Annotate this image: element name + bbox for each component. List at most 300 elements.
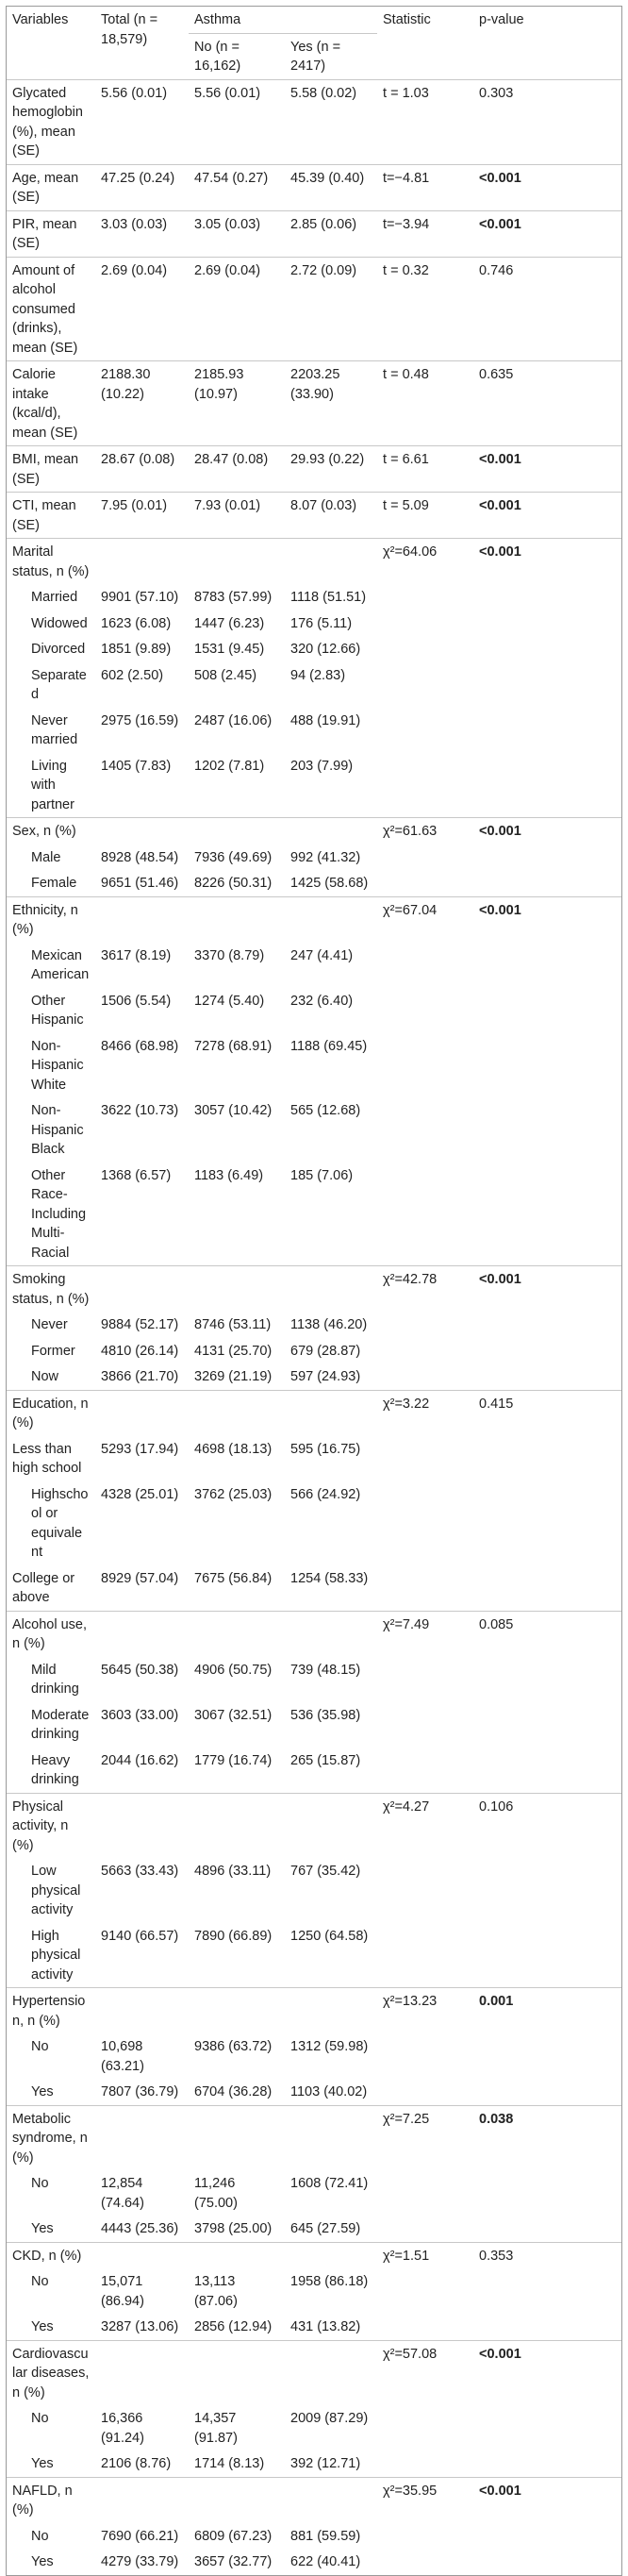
cell-total: 9901 (57.10) bbox=[101, 590, 179, 605]
cell-no: 1779 (16.74) bbox=[194, 1752, 273, 1768]
cell-no: 4131 (25.70) bbox=[194, 1343, 273, 1359]
cell-yes: 488 (19.91) bbox=[290, 712, 361, 728]
row-label: Mild drinking bbox=[31, 1662, 79, 1697]
cell-no: 11,246 (75.00) bbox=[194, 2176, 238, 2211]
row-label: Less than high school bbox=[12, 1441, 82, 1476]
cell-no: 2.69 (0.04) bbox=[189, 257, 285, 361]
cell-no bbox=[189, 539, 285, 585]
cell-yes: 597 (24.93) bbox=[290, 1369, 361, 1384]
significant-pvalue: <0.001 bbox=[479, 2346, 521, 2362]
row-label: Yes bbox=[31, 2221, 54, 2236]
cell-pvalue bbox=[473, 611, 621, 637]
row-label: Divorced bbox=[31, 642, 86, 657]
row-label: PIR, mean (SE) bbox=[7, 210, 95, 257]
cell-statistic bbox=[377, 870, 473, 896]
cell-no: 1447 (6.23) bbox=[194, 615, 265, 631]
cell-pvalue bbox=[473, 2340, 621, 2405]
cell-statistic: χ²=35.95 bbox=[377, 2477, 473, 2523]
cell-statistic bbox=[377, 708, 473, 753]
cell-no bbox=[189, 2340, 285, 2405]
row-label: Metabolic syndrome, n (%) bbox=[7, 2105, 95, 2170]
table-row bbox=[7, 1097, 621, 1163]
cell-pvalue bbox=[473, 1363, 621, 1390]
significant-pvalue: <0.001 bbox=[479, 1272, 521, 1287]
cell-pvalue bbox=[473, 1266, 621, 1313]
cell-total: 7.95 (0.01) bbox=[95, 493, 189, 539]
table-row bbox=[7, 493, 621, 539]
cell-yes: 767 (35.42) bbox=[290, 1864, 361, 1879]
row-label: Moderate drinking bbox=[31, 1707, 90, 1742]
cell-total: 10,698 (63.21) bbox=[101, 2039, 144, 2074]
cell-no: 3.05 (0.03) bbox=[189, 210, 285, 257]
header-asthma: Asthma bbox=[189, 7, 377, 33]
row-label: Widowed bbox=[31, 615, 88, 631]
cell-total bbox=[95, 2477, 189, 2523]
cell-no: 5.56 (0.01) bbox=[189, 79, 285, 164]
cell-total: 1405 (7.83) bbox=[101, 758, 172, 774]
row-label: Marital status, n (%) bbox=[7, 539, 95, 585]
cell-pvalue bbox=[473, 1436, 621, 1481]
cell-yes: 2.72 (0.09) bbox=[285, 257, 377, 361]
header-row bbox=[7, 7, 621, 33]
cell-total: 8466 (68.98) bbox=[101, 1038, 179, 1054]
table-row bbox=[7, 1858, 621, 1923]
row-label: Now bbox=[31, 1369, 59, 1384]
cell-total bbox=[95, 539, 189, 585]
cell-pvalue bbox=[473, 1923, 621, 1988]
cell-yes bbox=[285, 1793, 377, 1858]
cell-no: 508 (2.45) bbox=[194, 667, 257, 683]
significant-pvalue: <0.001 bbox=[479, 902, 521, 918]
cell-pvalue bbox=[473, 1097, 621, 1163]
cell-yes: 5.58 (0.02) bbox=[285, 79, 377, 164]
cell-statistic bbox=[377, 1565, 473, 1612]
cell-no: 4906 (50.75) bbox=[194, 1662, 273, 1678]
cell-yes: 247 (4.41) bbox=[290, 947, 354, 963]
cell-no: 28.47 (0.08) bbox=[189, 446, 285, 493]
cell-no: 7936 (49.69) bbox=[194, 849, 273, 865]
row-label: Other Race-Including Multi-Racial bbox=[31, 1167, 87, 1261]
row-label: Never married bbox=[31, 712, 78, 747]
cell-pvalue bbox=[473, 1312, 621, 1338]
cell-total: 5663 (33.43) bbox=[101, 1864, 179, 1879]
cell-total: 5293 (17.94) bbox=[101, 1441, 179, 1457]
cell-no bbox=[189, 2477, 285, 2523]
cell-statistic bbox=[377, 611, 473, 637]
cell-total: 1506 (5.54) bbox=[101, 993, 172, 1009]
row-label: Hypertension, n (%) bbox=[7, 1988, 95, 2034]
header-variables: Variables bbox=[12, 12, 69, 27]
cell-total: 3622 (10.73) bbox=[101, 1103, 179, 1118]
table-row bbox=[7, 1481, 621, 1565]
cell-total: 3866 (21.70) bbox=[101, 1369, 179, 1384]
cell-no: 9386 (63.72) bbox=[194, 2039, 273, 2054]
cell-statistic bbox=[377, 2170, 473, 2216]
cell-total: 3.03 (0.03) bbox=[95, 210, 189, 257]
row-label: CTI, mean (SE) bbox=[7, 493, 95, 539]
cell-statistic bbox=[377, 1657, 473, 1702]
cell-pvalue bbox=[473, 896, 621, 943]
cell-total: 2.69 (0.04) bbox=[95, 257, 189, 361]
cell-pvalue bbox=[473, 1988, 621, 2034]
cell-no bbox=[189, 1390, 285, 1436]
cell-total: 7690 (66.21) bbox=[101, 2528, 179, 2544]
cell-no: 2185.93 (10.97) bbox=[189, 361, 285, 446]
table-row bbox=[7, 1390, 621, 1436]
table-row bbox=[7, 584, 621, 611]
cell-yes: 29.93 (0.22) bbox=[285, 446, 377, 493]
cell-yes: 565 (12.68) bbox=[290, 1103, 361, 1118]
cell-statistic: χ²=13.23 bbox=[377, 1988, 473, 2034]
cell-pvalue bbox=[473, 2105, 621, 2170]
table-row bbox=[7, 2033, 621, 2079]
cell-no: 3057 (10.42) bbox=[194, 1103, 273, 1118]
cell-statistic bbox=[377, 636, 473, 662]
row-label: Never bbox=[31, 1317, 68, 1332]
row-label: Married bbox=[31, 590, 78, 605]
cell-yes: 203 (7.99) bbox=[290, 758, 354, 774]
table-row bbox=[7, 662, 621, 708]
cell-total: 16,366 (91.24) bbox=[101, 2411, 144, 2446]
cell-yes: 94 (2.83) bbox=[290, 667, 346, 683]
cell-yes: 1188 (69.45) bbox=[290, 1038, 368, 1054]
table-row bbox=[7, 818, 621, 845]
table-row bbox=[7, 896, 621, 943]
table-row bbox=[7, 1436, 621, 1481]
cell-yes: 1425 (58.68) bbox=[290, 876, 369, 891]
cell-pvalue bbox=[473, 2549, 621, 2575]
header-no: No (n = 16,162) bbox=[194, 39, 241, 74]
cell-statistic bbox=[377, 2405, 473, 2451]
cell-no: 1202 (7.81) bbox=[194, 758, 265, 774]
cell-total: 2188.30 (10.22) bbox=[95, 361, 189, 446]
cell-total bbox=[95, 1266, 189, 1313]
table-row bbox=[7, 870, 621, 896]
table-row bbox=[7, 1363, 621, 1390]
cell-statistic: t = 0.32 bbox=[377, 257, 473, 361]
cell-yes: 176 (5.11) bbox=[290, 615, 353, 631]
cell-pvalue bbox=[473, 1338, 621, 1364]
cell-statistic: χ²=7.25 bbox=[377, 2105, 473, 2170]
cell-total: 12,854 (74.64) bbox=[101, 2176, 144, 2211]
cell-pvalue bbox=[473, 539, 621, 585]
cell-no: 3067 (32.51) bbox=[194, 1707, 273, 1723]
cell-no bbox=[189, 1793, 285, 1858]
table-row bbox=[7, 2451, 621, 2477]
cell-pvalue: 0.635 bbox=[473, 361, 621, 446]
row-label: Sex, n (%) bbox=[7, 818, 95, 845]
cell-pvalue bbox=[473, 210, 621, 257]
cell-no: 47.54 (0.27) bbox=[189, 164, 285, 210]
cell-pvalue bbox=[473, 1481, 621, 1565]
row-label: Former bbox=[31, 1343, 75, 1359]
table-row bbox=[7, 2079, 621, 2105]
row-label: Ethnicity, n (%) bbox=[7, 896, 95, 943]
row-label: Yes bbox=[31, 2319, 54, 2334]
cell-total bbox=[95, 1390, 189, 1436]
cell-pvalue bbox=[473, 2079, 621, 2105]
cell-yes: 1958 (86.18) bbox=[290, 2274, 369, 2289]
table-row bbox=[7, 210, 621, 257]
cell-no: 14,357 (91.87) bbox=[194, 2411, 238, 2446]
cell-no: 3798 (25.00) bbox=[194, 2221, 273, 2236]
cell-statistic bbox=[377, 2314, 473, 2340]
table-row bbox=[7, 1338, 621, 1364]
table-row bbox=[7, 1702, 621, 1748]
significant-pvalue: <0.001 bbox=[479, 170, 521, 186]
row-label: Non-Hispanic White bbox=[31, 1038, 84, 1093]
cell-statistic: t = 1.03 bbox=[377, 79, 473, 164]
cell-no: 8746 (53.11) bbox=[194, 1317, 272, 1332]
cell-statistic bbox=[377, 2079, 473, 2105]
row-label: Male bbox=[31, 849, 61, 865]
table-row bbox=[7, 1657, 621, 1702]
cell-statistic bbox=[377, 1163, 473, 1266]
cell-pvalue bbox=[473, 2033, 621, 2079]
cell-pvalue bbox=[473, 943, 621, 988]
cell-statistic bbox=[377, 845, 473, 871]
cell-total: 1368 (6.57) bbox=[101, 1167, 172, 1183]
cell-yes: 45.39 (0.40) bbox=[285, 164, 377, 210]
significant-pvalue: <0.001 bbox=[479, 498, 521, 513]
cell-no bbox=[189, 2105, 285, 2170]
significant-pvalue: <0.001 bbox=[479, 544, 521, 560]
cell-total: 9884 (52.17) bbox=[101, 1317, 179, 1332]
cell-pvalue bbox=[473, 2170, 621, 2216]
row-label: No bbox=[31, 2411, 49, 2426]
row-label: Highschool or equivalent bbox=[31, 1486, 89, 1560]
cell-yes: 679 (28.87) bbox=[290, 1343, 361, 1359]
cell-statistic: χ²=61.63 bbox=[377, 818, 473, 845]
cell-total: 9140 (66.57) bbox=[101, 1928, 179, 1944]
cell-statistic: χ²=3.22 bbox=[377, 1390, 473, 1436]
cell-total: 3603 (33.00) bbox=[101, 1707, 179, 1723]
cell-pvalue bbox=[473, 164, 621, 210]
cell-no: 13,113 (87.06) bbox=[194, 2274, 238, 2309]
cell-yes: 1608 (72.41) bbox=[290, 2176, 369, 2191]
cell-total: 5.56 (0.01) bbox=[95, 79, 189, 164]
table-row bbox=[7, 2242, 621, 2268]
cell-yes: 536 (35.98) bbox=[290, 1707, 361, 1723]
cell-pvalue bbox=[473, 870, 621, 896]
row-label: Other Hispanic bbox=[31, 993, 84, 1028]
cell-pvalue bbox=[473, 2523, 621, 2550]
cell-pvalue: 0.303 bbox=[473, 79, 621, 164]
row-label: Physical activity, n (%) bbox=[7, 1793, 95, 1858]
cell-pvalue: 0.415 bbox=[473, 1390, 621, 1436]
cell-total: 8928 (48.54) bbox=[101, 849, 179, 865]
cell-total: 3617 (8.19) bbox=[101, 947, 172, 963]
table-row bbox=[7, 636, 621, 662]
significant-pvalue: 0.038 bbox=[479, 2111, 514, 2127]
cell-total: 2044 (16.62) bbox=[101, 1752, 179, 1768]
cell-statistic bbox=[377, 1923, 473, 1988]
table-body bbox=[7, 79, 621, 2575]
table-row bbox=[7, 2314, 621, 2340]
table-row bbox=[7, 845, 621, 871]
cell-total bbox=[95, 1611, 189, 1657]
cell-no bbox=[189, 1611, 285, 1657]
cell-statistic bbox=[377, 1363, 473, 1390]
table-row bbox=[7, 539, 621, 585]
cell-yes: 2009 (87.29) bbox=[290, 2411, 369, 2426]
table-row bbox=[7, 1793, 621, 1858]
table-row bbox=[7, 2549, 621, 2575]
cell-total: 1851 (9.89) bbox=[101, 642, 172, 657]
row-label: Cardiovascular diseases, n (%) bbox=[7, 2340, 95, 2405]
cell-total: 7807 (36.79) bbox=[101, 2084, 179, 2099]
table-row bbox=[7, 2170, 621, 2216]
cell-statistic bbox=[377, 1097, 473, 1163]
cell-pvalue bbox=[473, 1858, 621, 1923]
cell-total bbox=[95, 818, 189, 845]
cell-statistic bbox=[377, 1312, 473, 1338]
cell-statistic bbox=[377, 1436, 473, 1481]
cell-yes bbox=[285, 2477, 377, 2523]
cell-statistic bbox=[377, 1748, 473, 1794]
cell-total: 3287 (13.06) bbox=[101, 2319, 179, 2334]
cell-no: 6704 (36.28) bbox=[194, 2084, 273, 2099]
cell-yes: 2.85 (0.06) bbox=[285, 210, 377, 257]
table-row bbox=[7, 361, 621, 446]
cell-total bbox=[95, 2242, 189, 2268]
significant-pvalue: <0.001 bbox=[479, 824, 521, 839]
row-label: Heavy drinking bbox=[31, 1752, 79, 1787]
significant-pvalue: 0.001 bbox=[479, 1994, 514, 2009]
cell-yes bbox=[285, 896, 377, 943]
row-label: Separated bbox=[31, 667, 87, 702]
cell-no bbox=[189, 1266, 285, 1313]
row-label: Living with partner bbox=[31, 758, 74, 812]
cell-no: 1714 (8.13) bbox=[194, 2456, 265, 2471]
row-label: BMI, mean (SE) bbox=[7, 446, 95, 493]
cell-total bbox=[95, 1988, 189, 2034]
table-row bbox=[7, 2477, 621, 2523]
cell-statistic bbox=[377, 2268, 473, 2314]
cell-yes bbox=[285, 1266, 377, 1313]
cell-no: 4698 (18.13) bbox=[194, 1441, 273, 1457]
cell-statistic bbox=[377, 2216, 473, 2242]
cell-pvalue: 0.353 bbox=[473, 2242, 621, 2268]
cell-no bbox=[189, 896, 285, 943]
table-row bbox=[7, 611, 621, 637]
cell-statistic bbox=[377, 1481, 473, 1565]
row-label: Alcohol use, n (%) bbox=[7, 1611, 95, 1657]
table-row bbox=[7, 79, 621, 164]
table-row bbox=[7, 708, 621, 753]
row-label: Calorie intake (kcal/d), mean (SE) bbox=[7, 361, 95, 446]
cell-statistic: t = 0.48 bbox=[377, 361, 473, 446]
table-row bbox=[7, 1611, 621, 1657]
cell-total: 5645 (50.38) bbox=[101, 1662, 179, 1678]
cell-yes bbox=[285, 2340, 377, 2405]
cell-yes: 1118 (51.51) bbox=[290, 590, 367, 605]
cell-pvalue bbox=[473, 2268, 621, 2314]
row-label: Smoking status, n (%) bbox=[7, 1266, 95, 1313]
cell-pvalue bbox=[473, 988, 621, 1033]
cell-total bbox=[95, 896, 189, 943]
table-row bbox=[7, 943, 621, 988]
cell-no: 7890 (66.89) bbox=[194, 1928, 273, 1944]
cell-no: 3269 (21.19) bbox=[194, 1369, 273, 1384]
cell-no: 6809 (67.23) bbox=[194, 2528, 273, 2544]
table-row bbox=[7, 2340, 621, 2405]
table-row bbox=[7, 257, 621, 361]
cell-yes: 1250 (64.58) bbox=[290, 1928, 369, 1944]
cell-statistic: χ²=64.06 bbox=[377, 539, 473, 585]
table-row bbox=[7, 1988, 621, 2034]
header-pvalue: p-value bbox=[479, 12, 524, 27]
cell-total bbox=[95, 2105, 189, 2170]
cell-no: 8783 (57.99) bbox=[194, 590, 273, 605]
cell-total: 15,071 (86.94) bbox=[101, 2274, 144, 2309]
cell-yes bbox=[285, 1390, 377, 1436]
cell-yes bbox=[285, 1611, 377, 1657]
cell-yes: 431 (13.82) bbox=[290, 2319, 361, 2334]
cell-total: 4328 (25.01) bbox=[101, 1486, 179, 1502]
cell-pvalue bbox=[473, 1033, 621, 1098]
row-label: No bbox=[31, 2039, 49, 2054]
cell-no: 1274 (5.40) bbox=[194, 993, 265, 1009]
cell-pvalue bbox=[473, 708, 621, 753]
cell-statistic: χ²=57.08 bbox=[377, 2340, 473, 2405]
header-statistic: Statistic bbox=[383, 12, 431, 27]
cell-statistic bbox=[377, 662, 473, 708]
cell-no: 3762 (25.03) bbox=[194, 1486, 273, 1502]
cell-yes bbox=[285, 2105, 377, 2170]
cell-pvalue bbox=[473, 845, 621, 871]
significant-pvalue: <0.001 bbox=[479, 216, 521, 232]
table-row bbox=[7, 2268, 621, 2314]
cell-yes bbox=[285, 2242, 377, 2268]
cell-statistic bbox=[377, 988, 473, 1033]
row-label: Age, mean (SE) bbox=[7, 164, 95, 210]
cell-pvalue bbox=[473, 818, 621, 845]
row-label: College or above bbox=[12, 1570, 75, 1605]
cell-no: 4896 (33.11) bbox=[194, 1864, 272, 1879]
cell-statistic bbox=[377, 943, 473, 988]
data-table bbox=[7, 7, 621, 2575]
row-label: Low physical activity bbox=[31, 1864, 81, 1917]
table-row bbox=[7, 2405, 621, 2451]
row-label: No bbox=[31, 2176, 49, 2191]
cell-yes: 1254 (58.33) bbox=[290, 1570, 369, 1586]
cell-statistic bbox=[377, 1702, 473, 1748]
cell-statistic: t=−3.94 bbox=[377, 210, 473, 257]
row-label: Yes bbox=[31, 2554, 54, 2569]
row-label: Yes bbox=[31, 2084, 54, 2099]
cell-yes: 739 (48.15) bbox=[290, 1662, 361, 1678]
table-row bbox=[7, 1748, 621, 1794]
cell-total: 4443 (25.36) bbox=[101, 2221, 179, 2236]
row-label: High physical activity bbox=[31, 1928, 81, 1982]
cell-statistic bbox=[377, 1858, 473, 1923]
cell-total: 602 (2.50) bbox=[101, 667, 164, 683]
cell-statistic bbox=[377, 753, 473, 818]
cell-yes: 595 (16.75) bbox=[290, 1441, 361, 1457]
cell-yes: 1312 (59.98) bbox=[290, 2039, 369, 2054]
row-label: Education, n (%) bbox=[7, 1390, 95, 1436]
cell-statistic: χ²=1.51 bbox=[377, 2242, 473, 2268]
cell-total bbox=[95, 1793, 189, 1858]
cell-statistic bbox=[377, 1338, 473, 1364]
cell-yes: 8.07 (0.03) bbox=[285, 493, 377, 539]
cell-pvalue bbox=[473, 2405, 621, 2451]
table-row bbox=[7, 1266, 621, 1313]
table-row bbox=[7, 2523, 621, 2550]
cell-pvalue bbox=[473, 493, 621, 539]
table-container bbox=[6, 6, 622, 2576]
